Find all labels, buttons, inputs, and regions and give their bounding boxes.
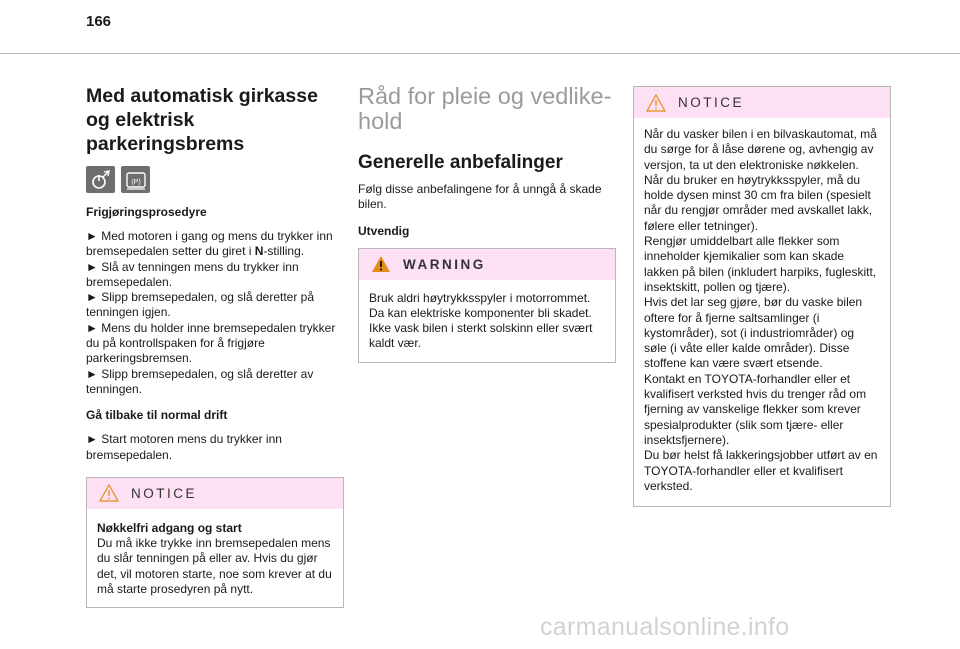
chapter-title: Råd for pleie og vedlike-hold	[358, 83, 612, 134]
step-item: ► Slipp bremsepedalen, og slå deretter av tenningen.	[86, 366, 314, 396]
notice-paragraph: Hvis det lar seg gjøre, bør du vaske bilen oftere for å fjerne saltsamlinger (i kystområder), sot (i industriområder) og søle (i våte eller kalde områder). Disse stoffene kan være svært etsende.	[644, 295, 863, 371]
site-watermark: carmanualsonline.info	[540, 613, 790, 641]
notice-title: NOTICE	[678, 95, 745, 110]
subheading-exterior: Utvendig	[358, 223, 410, 238]
warning-header	[359, 249, 615, 280]
step-text-suffix: -stilling.	[263, 244, 305, 259]
notice-bold-line: Nøkkelfri adgang og start	[97, 520, 242, 535]
warning-body	[359, 280, 615, 362]
parking-brake-label: (P)	[130, 178, 141, 186]
step-item: ► Slå av tenningen mens du trykker inn bremsepedalen.	[86, 259, 299, 289]
subheading-release: Frigjøringsprosedyre	[86, 205, 207, 219]
step-item: ► Mens du holder inne bremsepedalen trykker du på kontrollspaken for å frigjøre parkeringsbremsen.	[86, 320, 336, 366]
notice-header	[87, 478, 343, 509]
gear-n-label: N	[254, 244, 264, 259]
right-column	[633, 86, 891, 507]
icon-row	[86, 166, 344, 193]
section-heading: Med automatisk girkasse og elektrisk parkeringsbrems	[86, 85, 318, 155]
notice-paragraph: Når du bruker en høytrykksspyler, må du holde dysen minst 30 cm fra bilen (spesielt når du rengjør områder med avskallet lakk, følere eller tetninger).	[644, 172, 873, 233]
notice-paragraph: Når du vasker bilen i en bilvaskautomat, må du sørge for å låse dørene og, avhengig av versjon, ta ut den elektroniske nøkkelen.	[644, 127, 877, 172]
notice-paragraph: Kontakt en TOYOTA-forhandler eller et kvalifisert verksted hvis du trenger råd om fjerning av vanskelige flekker som krever spesialprodukter (slik som tjære- eller insektsfjernere).	[644, 371, 867, 447]
warning-text: Ikke vask bilen i sterkt solskinn eller svært kaldt vær.	[369, 321, 593, 351]
caution-icon	[99, 484, 119, 502]
step-list	[86, 229, 344, 397]
step-item: ► Start motoren mens du trykker inn bremsepedalen.	[86, 432, 282, 462]
notice-body	[634, 118, 890, 506]
warning-title: WARNING	[403, 256, 486, 272]
start-button-icon	[86, 166, 115, 193]
notice-box	[633, 86, 891, 507]
step-item	[86, 229, 344, 260]
notice-paragraph: Du bør helst få lakkeringsjobber utført av en TOYOTA-forhandler eller et kvalifisert verksted.	[644, 448, 878, 493]
step-text: ► Med motoren i gang og mens du trykker inn bremsepedalen setter du giret i	[86, 229, 333, 259]
header-divider	[0, 53, 960, 54]
parking-brake-p-icon	[121, 166, 150, 193]
notice-paragraph: Rengjør umiddelbart alle flekker som inneholder kjemikalier som kan skade lakken på bilen (inkludert harpiks, fugleskitt, insektskitt, pollen og tjære).	[644, 234, 877, 294]
warning-box	[358, 248, 616, 363]
notice-box	[86, 477, 344, 608]
warning-text: Bruk aldri høytrykksspyler i motorrommet. Da kan elektriske komponenter bli skadet.	[369, 290, 592, 320]
intro-text: Følg disse anbefalingene for å unngå å skade bilen.	[358, 182, 602, 212]
notice-text: Du må ikke trykke inn bremsepedalen mens du slår tenningen på eller av. Hvis du gjør det, vil motoren starte, noe som krever at du må starte prosedyren på nytt.	[97, 536, 332, 597]
notice-header	[634, 87, 890, 118]
caution-icon	[646, 94, 666, 112]
page-number: 166	[86, 13, 112, 30]
step-item: ► Slipp bremsepedalen, og slå deretter på tenningen igjen.	[86, 290, 315, 320]
left-column	[86, 76, 344, 608]
warning-icon	[371, 255, 391, 273]
section-heading: Generelle anbefalinger	[358, 152, 563, 173]
notice-title: NOTICE	[131, 485, 198, 501]
subheading-normal: Gå tilbake til normal drift	[86, 408, 228, 423]
notice-body	[87, 509, 343, 607]
middle-column	[358, 76, 616, 363]
